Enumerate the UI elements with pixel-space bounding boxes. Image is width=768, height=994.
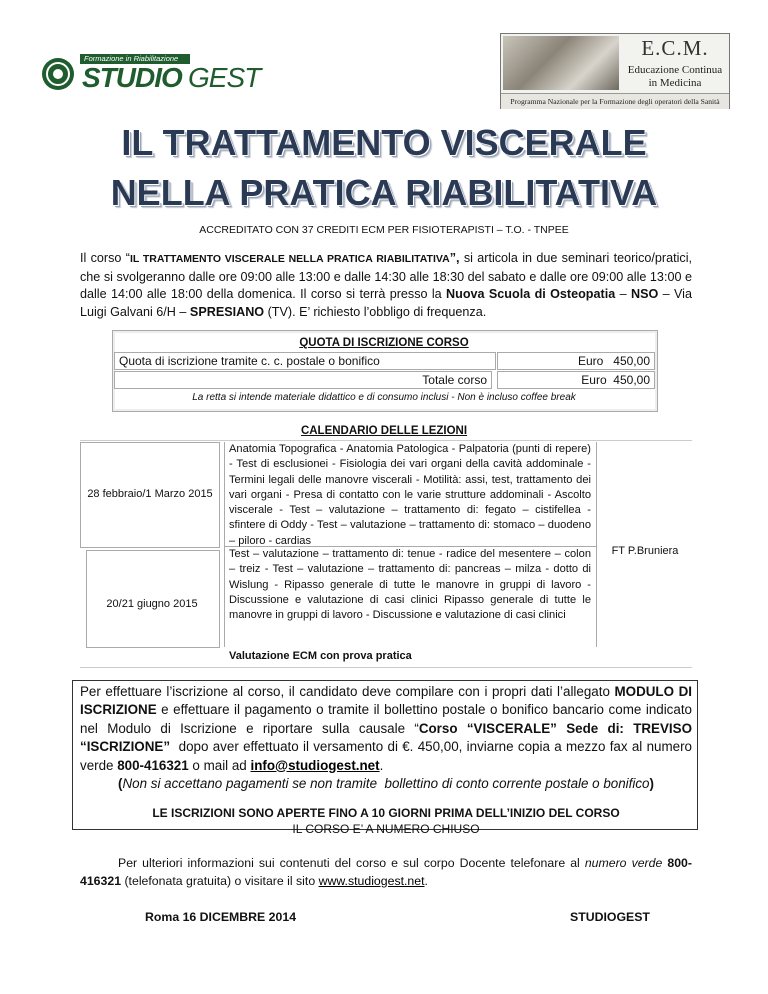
school-name: Nuova Scuola di Osteopatia (446, 287, 616, 301)
studiogest-logo (38, 52, 268, 96)
footer-signature: STUDIOGEST (570, 910, 650, 924)
quota-row2-value: Euro 450,00 (497, 371, 655, 389)
info-phone: 800-416321 (80, 856, 692, 888)
registration-text-part: Per effettuare l’iscrizione al corso, il candidato deve compilare con i propri dati l’allegato (80, 684, 615, 699)
fax-number: 800-416321 (117, 757, 189, 773)
registration-text-part: o mail ad (188, 757, 251, 773)
info-text: (telefonata gratuita) o visitare il sito (121, 873, 319, 888)
lesson-content-1: Anatomia Topografica - Anatomia Patologica - Palpatoria (punti di repere) - Test di esclusionei - Fisiologia dei vari organi della cavità addominale - Termini legali delle manovre viscerali - Motilità: assi, test, trattamento dei vari organi - Presa di contatto con le varie strutture addominali - Ascolto viscerale - Test – valutazione – trattamento di: fegato – cistifellea - sfintere di Oddy - Test – valutazione – trattamento di: stomaco – duodeno – piloro - cardias (229, 443, 591, 547)
info-text: Per ulteriori informazioni sui contenuti del corso e sul corpo Docente telefonare al (118, 856, 585, 870)
payment-note-text: Non si accettano pagamenti se non tramite bollettino di conto corrente postale o bonifico (122, 776, 650, 791)
ecm-subtitle-line2: in Medicina (648, 77, 702, 89)
ecm-subtitle-line1: Educazione Continua (627, 64, 723, 76)
ecm-title: E.C.M. (641, 36, 709, 60)
info-paragraph (80, 855, 692, 890)
green-number-label: numero verde (584, 856, 663, 870)
calendar-title: CALENDARIO DELLE LEZIONI (300, 425, 468, 437)
quota-row1-value: Euro 450,00 (497, 352, 655, 370)
info-text: . (424, 873, 428, 888)
city-name: SPRESIANO (189, 304, 265, 319)
intro-text: – Via Luigi Galvani 6/H – (80, 287, 692, 319)
lesson-content-2: Test – valutazione – trattamento di: tenue - radice del mesentere – colon – treiz - Test – valutazione – trattamento di: pancreas – milza - dotto di Wislung - Ripasso generale di tutte le manovre in gruppi di lavoro - Discussione e valutazione di casi clinici Ripasso generale di tutte le manovre in gruppi di lavoro - Discussione e valutazione di casi clinici (229, 548, 591, 622)
footer-date: Roma 16 DICEMBRE 2014 (145, 910, 297, 924)
limited-number-notice: IL CORSO E’ A NUMERO CHIUSO (292, 822, 480, 836)
ecm-photo-image (503, 36, 619, 90)
intro-text: (TV). E’ richiesto l’obbligo di frequenza. (264, 304, 487, 319)
registration-causale: Corso “VISCERALE” Sede di: TREVISO “ISCRIZIONE” (80, 720, 700, 755)
registration-text-part: e effettuare il pagamento o tramite il bollettino postale o bonifico bancario come indicato nel Modulo di Iscrizione e riportare sulla causale “ (80, 702, 692, 736)
intro-text: Il corso “ (80, 251, 130, 265)
registration-module: MODULO DI ISCRIZIONE (80, 684, 692, 718)
intro-text: si articola in due seminari teorico/pratici, che si svolgeranno dalle ore 09:00 alle 13:00 e dalle 14:30 alle 18:30 del sabato e dalle ore 09:00 alle 13:00 e dalle 14:00 alle 18:00 della domenica. Il corso si terrà presso la (80, 251, 692, 301)
payment-note: (Non si accettano pagamenti se non tramite bollettino di conto corrente postale o bonifico) (118, 776, 654, 791)
quota-row1-label: Quota di iscrizione tramite c. c. postale o bonifico (114, 352, 496, 370)
evaluation-line: Valutazione ECM con prova pratica (229, 650, 412, 662)
intro-text: – (615, 287, 631, 301)
quota-note: La retta si intende materiale didattico e di consumo inclusi - Non è incluso coffee break (192, 392, 576, 403)
ecm-logo (500, 33, 730, 109)
main-title-line1: IL TRATTAMENTO VISCERALE (121, 122, 647, 163)
lesson-date-2: 20/21 giugno 2015 (106, 598, 198, 610)
quota-row2-label: Totale corso (114, 371, 492, 389)
table-divider (596, 442, 597, 647)
intro-quote-close: ”, (449, 251, 460, 265)
nso-label: NSO (630, 287, 659, 301)
accreditation-line: ACCREDITATO CON 37 CREDITI ECM PER FISIOTERAPISTI – T.O. - TNPEE (199, 224, 569, 236)
course-name: IL TRATTAMENTO VISCERALE NELLA PRATICA RIABILITATIVA (129, 253, 450, 265)
website-link[interactable]: www.studiogest.net (318, 873, 425, 888)
table-divider (224, 442, 225, 647)
ecm-program-bar: Programma Nazionale per la Formazione degli operatori della Sanità (501, 93, 729, 109)
email-link[interactable]: info@studiogest.net (250, 757, 380, 773)
registration-text-part: dopo aver effettuato il versamento di €. 450,00, inviarne copia a mezzo fax al numero verde (80, 739, 696, 773)
intro-paragraph (80, 250, 692, 321)
registration-text-part: . (379, 757, 384, 773)
quota-title: QUOTA DI ISCRIZIONE CORSO (299, 337, 469, 349)
registration-open-notice: LE ISCRIZIONI SONO APERTE FINO A 10 GIORNI PRIMA DELL’INIZIO DEL CORSO (152, 806, 620, 820)
main-title-line2: NELLA PRATICA RIABILITATIVA (110, 172, 658, 213)
logo-tagline: Formazione in Riabilitazione (84, 54, 179, 63)
teacher-name: FT P.Bruniera (611, 545, 679, 557)
registration-text (80, 683, 700, 775)
logo-text-gest: GEST (188, 62, 261, 93)
lesson-date-1: 28 febbraio/1 Marzo 2015 (87, 488, 213, 500)
logo-text-studio: STUDIO (82, 62, 182, 93)
